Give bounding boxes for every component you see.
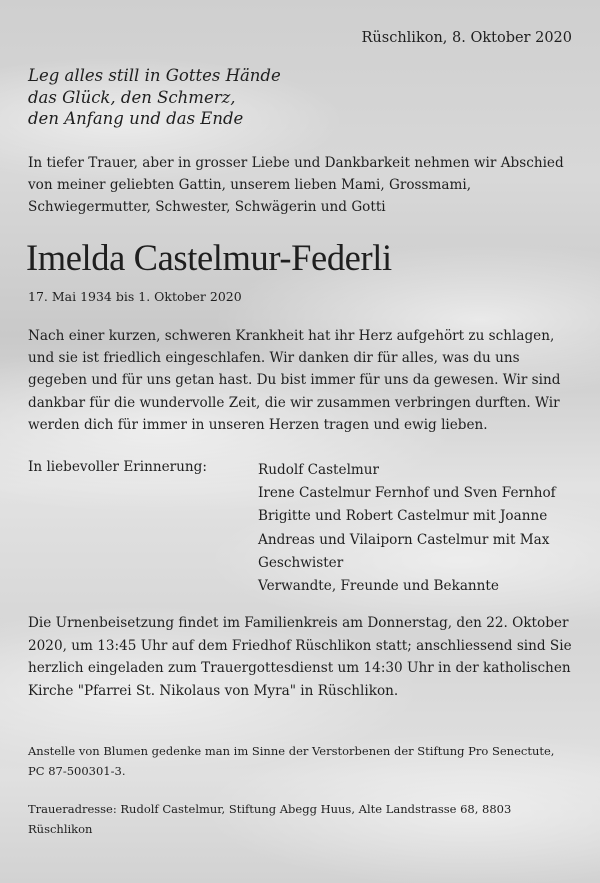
- message-text: Nach einer kurzen, schweren Krankheit hat ihr Herz aufgehört zu schlagen, und sie ist friedlich eingeschlafen. Wir danken dir für alles, was du uns gegeben und für uns getan hast. Du bist immer für uns da gewesen. Wir sind dankbar für die wundervolle Zeit, die wir zusammen verbringen durften. Wir werden dich für immer in unseren Herzen tragen und ewig lieben.: [28, 328, 561, 433]
- verse-line: das Glück, den Schmerz,: [28, 87, 236, 107]
- verse: [28, 65, 281, 130]
- place-date: Rüschlikon, 8. Oktober 2020: [361, 30, 572, 46]
- memory-label: In liebevoller Erinnerung:: [28, 459, 207, 475]
- mourner: Brigitte und Robert Castelmur mit Joanne: [258, 508, 548, 525]
- lifespan: 17. Mai 1934 bis 1. Oktober 2020: [28, 289, 242, 304]
- mourner: Rudolf Castelmur: [258, 462, 380, 478]
- intro-text: In tiefer Trauer, aber in grosser Liebe und Dankbarkeit nehmen wir Abschied von meiner geliebten Gattin, unserem lieben Mami, Grossmami, Schwiegermutter, Schwester, Schwägerin und Gotti: [28, 155, 564, 215]
- flowers-note: Anstelle von Blumen gedenke man im Sinne der Verstorbenen der Stiftung Pro Senectute, PC 87-500301-3.: [28, 744, 555, 778]
- funeral-text: Die Urnenbeisetzung findet im Familienkreis am Donnerstag, den 22. Oktober 2020, um 13:45 Uhr auf dem Friedhof Rüschlikon statt; anschliessend sind Sie herzlich eingeladen zum Trauergottesdienst um 14:30 Uhr in der katholischen Kirche "Pfarrei St. Nikolaus von Myra" in Rüschlikon.: [28, 615, 572, 699]
- mourner: Irene Castelmur Fernhof und Sven Fernhof: [258, 485, 556, 502]
- deceased-name: Imelda Castelmur-Federli: [26, 237, 392, 278]
- verse-line: den Anfang und das Ende: [28, 109, 244, 128]
- verse-line: Leg alles still in Gottes Hände: [28, 66, 281, 85]
- mourning-address: Traueradresse: Rudolf Castelmur, Stiftung Abegg Huus, Alte Landstrasse 68, 8803 Rüschlikon: [28, 802, 512, 836]
- mourner: Verwandte, Freunde und Bekannte: [258, 578, 499, 595]
- mourner: Geschwister: [258, 554, 344, 571]
- mourners-list: [258, 459, 588, 598]
- mourner: Andreas und Vilaiporn Castelmur mit Max: [258, 531, 550, 548]
